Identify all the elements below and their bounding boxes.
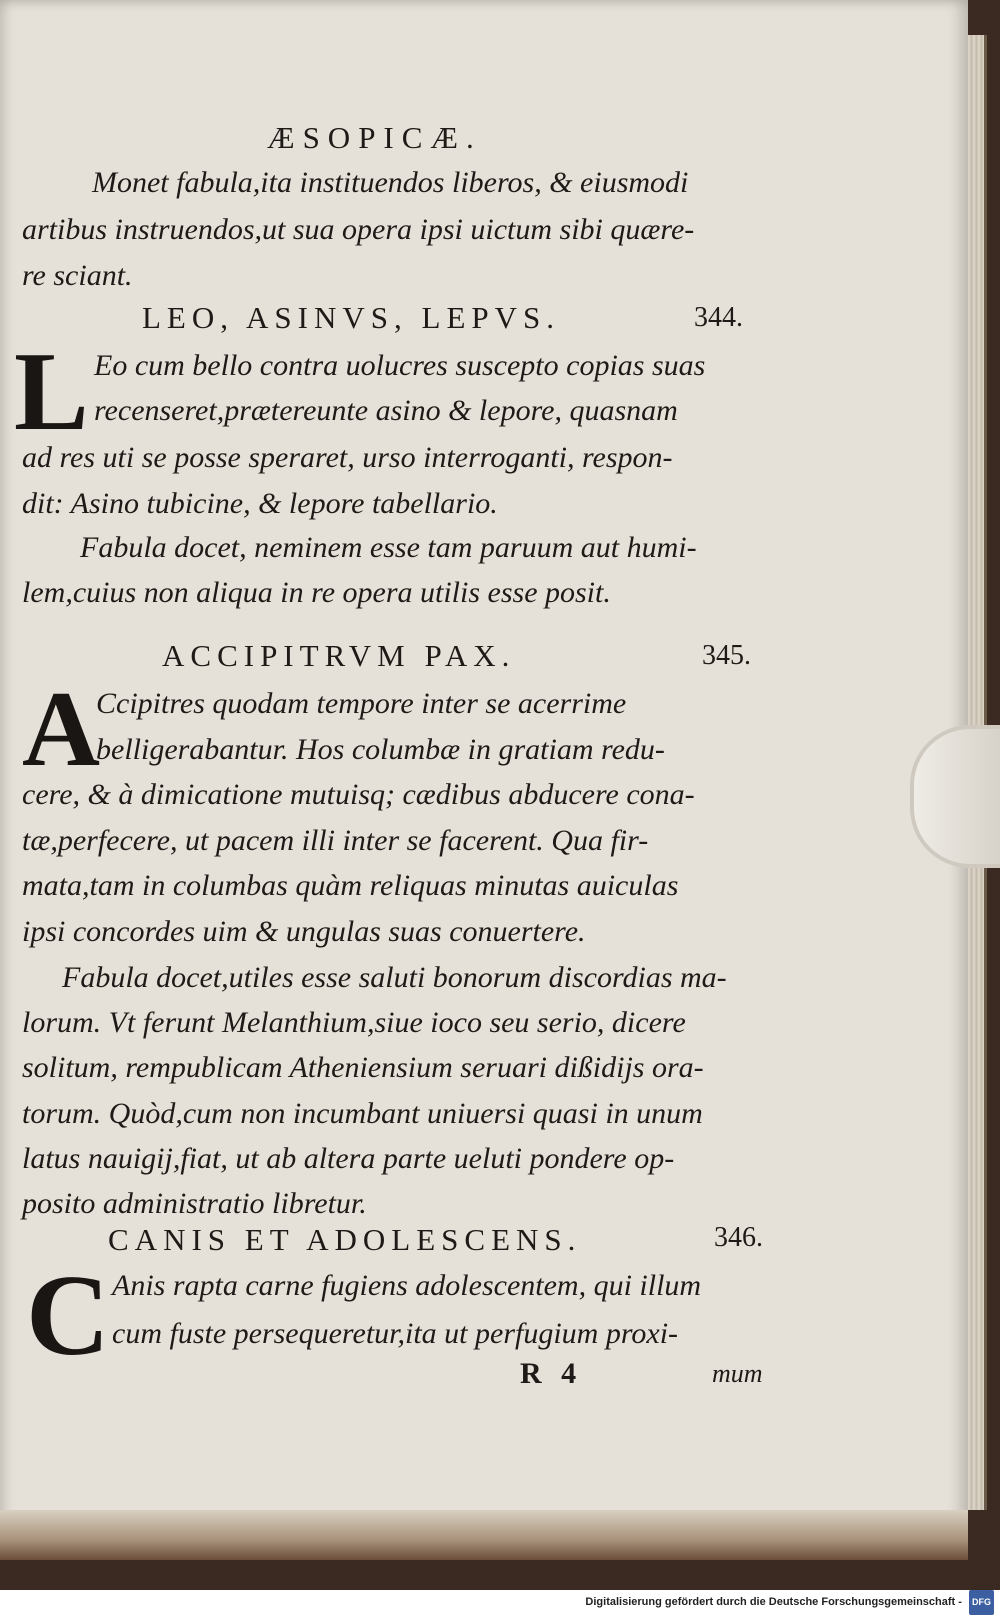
fable-moral-line: Fabula docet, neminem esse tam paruum aut humi- xyxy=(80,531,697,564)
drop-initial: A xyxy=(22,670,100,789)
fable-title: ACCIPITRVM PAX. xyxy=(162,638,516,673)
fable-moral-line: solitum, rempublicam Atheniensium seruari dißidijs ora- xyxy=(22,1051,704,1084)
fable-moral-line: torum. Quòd,cum non incumbant uniuersi quasi in unum xyxy=(22,1097,703,1130)
fable-body-line: cere, & à dimicatione mutuisq; cædibus abducere cona- xyxy=(22,778,695,811)
fable-moral-line: posito administratio libretur. xyxy=(22,1187,367,1220)
drop-initial: C xyxy=(26,1252,110,1380)
fable-number: 345. xyxy=(702,640,751,671)
fable-body-line: cum fuste persequeretur,ita ut perfugium proxi- xyxy=(112,1317,679,1350)
catchword: mum xyxy=(712,1359,763,1388)
fable-moral-line: Fabula docet,utiles esse saluti bonorum discordias ma- xyxy=(62,961,727,994)
page-bottom-edge xyxy=(0,1510,968,1560)
fable-title: CANIS ET ADOLESCENS. xyxy=(108,1222,582,1257)
drop-initial: L xyxy=(14,330,89,454)
fable-body-line: tæ,perfecere, ut pacem illi inter se facerent. Qua fir- xyxy=(22,824,649,857)
fable-number: 344. xyxy=(694,302,743,333)
fable-body-line: belligerabantur. Hos columbæ in gratiam redu- xyxy=(96,733,665,766)
moral-prev-line: artibus instruendos,ut sua opera ipsi uictum sibi quære- xyxy=(22,213,695,246)
fable-number: 346. xyxy=(714,1222,763,1253)
fable-body-line: recenseret,prætereunte asino & lepore, quasnam xyxy=(94,394,678,427)
fable-title: LEO, ASINVS, LEPVS. xyxy=(142,300,561,335)
fable-body-line: Anis rapta carne fugiens adolescentem, qui illum xyxy=(112,1269,702,1302)
fable-moral-line: latus nauigij,fiat, ut ab altera parte ueluti pondere op- xyxy=(22,1142,675,1175)
signature-mark: R 4 xyxy=(520,1357,583,1390)
moral-prev-line: re sciant. xyxy=(22,259,133,292)
fable-body-line: ad res uti se posse speraret, urso interroganti, respon- xyxy=(22,441,673,474)
footer-credit: Digitalisierung gefördert durch die Deutsche Forschungsgemeinschaft - xyxy=(585,1596,962,1608)
fable-body-line: Eo cum bello contra uolucres suscepto copias suas xyxy=(94,349,706,382)
dfg-logo-icon: DFG xyxy=(969,1590,994,1615)
fable-moral-line: lem,cuius non aliqua in re opera utilis esse posit. xyxy=(22,576,611,609)
fable-body-line: mata,tam in columbas quàm reliquas minutas auiculas xyxy=(22,869,679,902)
fable-moral-line: lorum. Vt ferunt Melanthium,siue ioco seu serio, dicere xyxy=(22,1006,686,1039)
fable-body-line: dit: Asino tubicine, & lepore tabellario. xyxy=(22,487,498,520)
fable-body-line: ipsi concordes uim & ungulas suas conuertere. xyxy=(22,915,586,948)
running-title: ÆSOPICÆ. xyxy=(267,120,482,155)
moral-prev-line: Monet fabula,ita instituendos liberos, & eiusmodi xyxy=(92,166,689,199)
page-clip xyxy=(910,725,1000,868)
footer-bar xyxy=(0,1590,1000,1613)
fable-body-line: Ccipitres quodam tempore inter se acerrime xyxy=(96,687,627,720)
